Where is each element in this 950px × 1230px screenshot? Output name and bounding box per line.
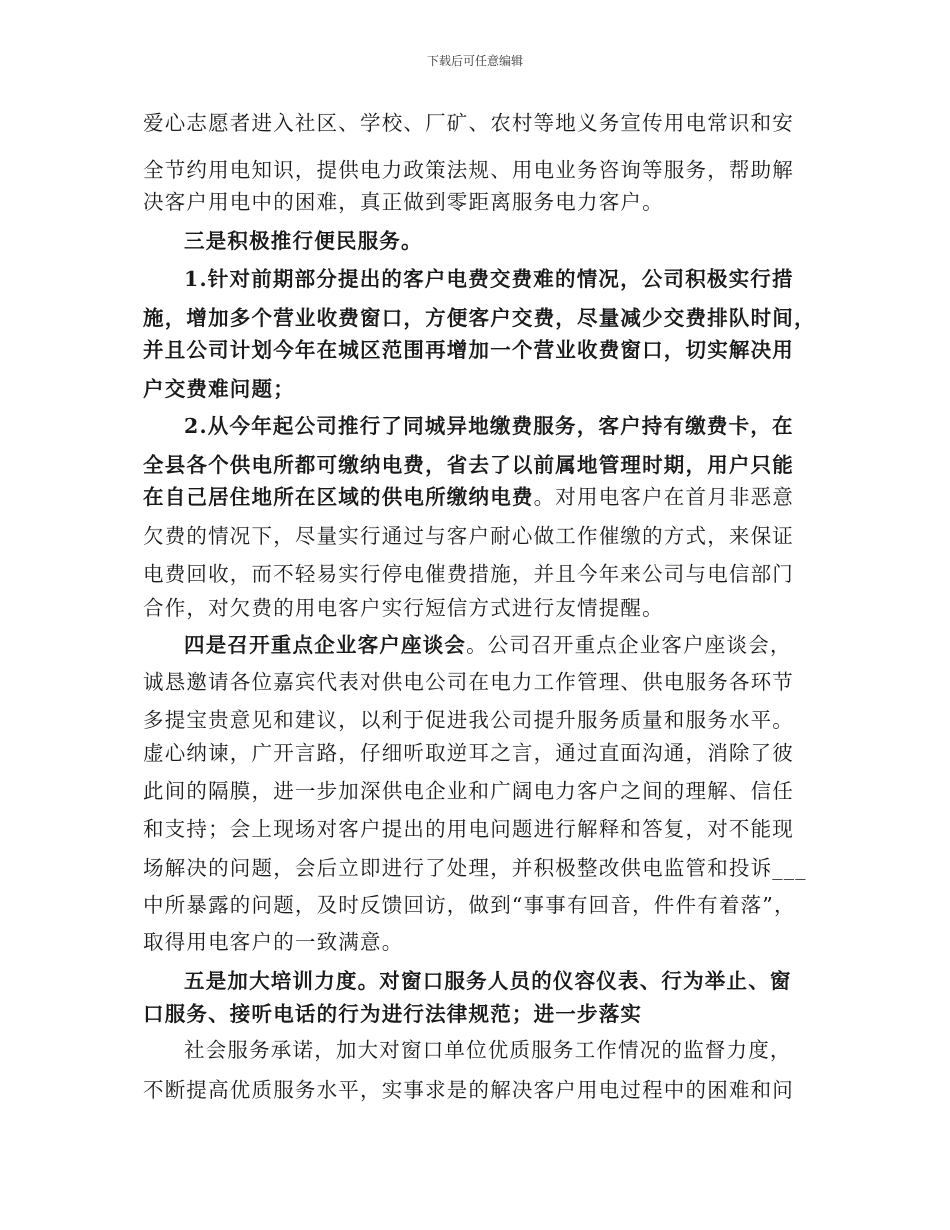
paragraph-line: 此间的隔膜，进一步加深供电企业和广阔电力客户之间的理解、信任 bbox=[143, 779, 794, 803]
paragraph-line: 户交费难问题； bbox=[143, 377, 295, 401]
paragraph-line: 不断提高优质服务水平，实事求是的解决客户用电过程中的困难和问 bbox=[143, 1078, 794, 1102]
bold-text: 在自己居住地所在区域的供电所缴纳电费 bbox=[143, 485, 534, 509]
paragraph-line: 1.针对前期部分提出的客户电费交费难的情况，公司积极实行措 bbox=[184, 267, 794, 291]
paragraph-line: 全节约用电知识，提供电力政策法规、用电业务咨询等服务，帮助解 bbox=[143, 158, 794, 182]
paragraph-line: 爱心志愿者进入社区、学校、厂矿、农村等地义务宣传用电常识和安 bbox=[143, 111, 794, 135]
normal-text: 。公司召开重点企业客户座谈会， bbox=[466, 633, 792, 657]
paragraph-line: 并且公司计划今年在城区范围再增加一个营业收费窗口，切实解决用 bbox=[143, 338, 794, 362]
normal-text: 。对用电客户在首月非恶意 bbox=[533, 485, 795, 509]
paragraph-line bbox=[184, 630, 854, 660]
paragraph-line: 电费回收，而不轻易实行停电催费措施，并且今年来公司与电信部门 bbox=[143, 562, 794, 586]
section-heading: 三是积极推行便民服务。 bbox=[184, 229, 423, 253]
paragraph-line: 社会服务承诺，加大对窗口单位优质服务工作情况的监督力度， bbox=[184, 1038, 792, 1062]
paragraph-line: 虚心纳谏，广开言路，仔细听取逆耳之言，通过直面沟通，消除了彼 bbox=[143, 741, 794, 765]
paragraph-line: 2.从今年起公司推行了同城异地缴费服务，客户持有缴费卡，在 bbox=[184, 414, 794, 438]
paragraph-line: 中所暴露的问题，及时反馈回访，做到“事事有回音，件件有着落”， bbox=[143, 893, 796, 917]
paragraph-line: 和支持；会上现场对客户提出的用电问题进行解释和答复，对不能现 bbox=[143, 817, 794, 841]
page-header: 下载后可任意编辑 bbox=[426, 54, 523, 68]
paragraph-line: 多提宝贵意见和建议，以利于促进我公司提升服务质量和服务水平。 bbox=[143, 708, 794, 732]
paragraph-line: 施，增加多个营业收费窗口，方便客户交费，尽量减少交费排队时间， bbox=[143, 306, 816, 330]
paragraph-line: 全县各个供电所都可缴纳电费，省去了以前属地管理时期，用户只能 bbox=[143, 453, 794, 477]
paragraph-line: 取得用电客户的一致满意。 bbox=[143, 930, 404, 954]
paragraph-line: 口服务、接听电话的行为进行法律规范；进一步落实 bbox=[143, 1002, 643, 1026]
paragraph-line: 欠费的情况下，尽量实行通过与客户耐心做工作催缴的方式，来保证 bbox=[143, 524, 794, 548]
paragraph-line bbox=[143, 482, 813, 512]
paragraph-line: 场解决的问题，会后立即进行了处理，并积极整改供电监管和投诉___ bbox=[143, 856, 807, 880]
section-heading: 四是召开重点企业客户座谈会 bbox=[184, 633, 467, 657]
paragraph-line: 合作，对欠费的用电客户实行短信方式进行友情提醒。 bbox=[143, 596, 664, 620]
section-heading: 五是加大培训力度。对窗口服务人员的仪容仪表、行为举止、窗 bbox=[184, 969, 792, 993]
paragraph-line: 诚恳邀请各位嘉宾代表对供电公司在电力工作管理、供电服务各环节 bbox=[143, 670, 794, 694]
paragraph-line: 决客户用电中的困难，真正做到零距离服务电力客户。 bbox=[143, 190, 664, 214]
